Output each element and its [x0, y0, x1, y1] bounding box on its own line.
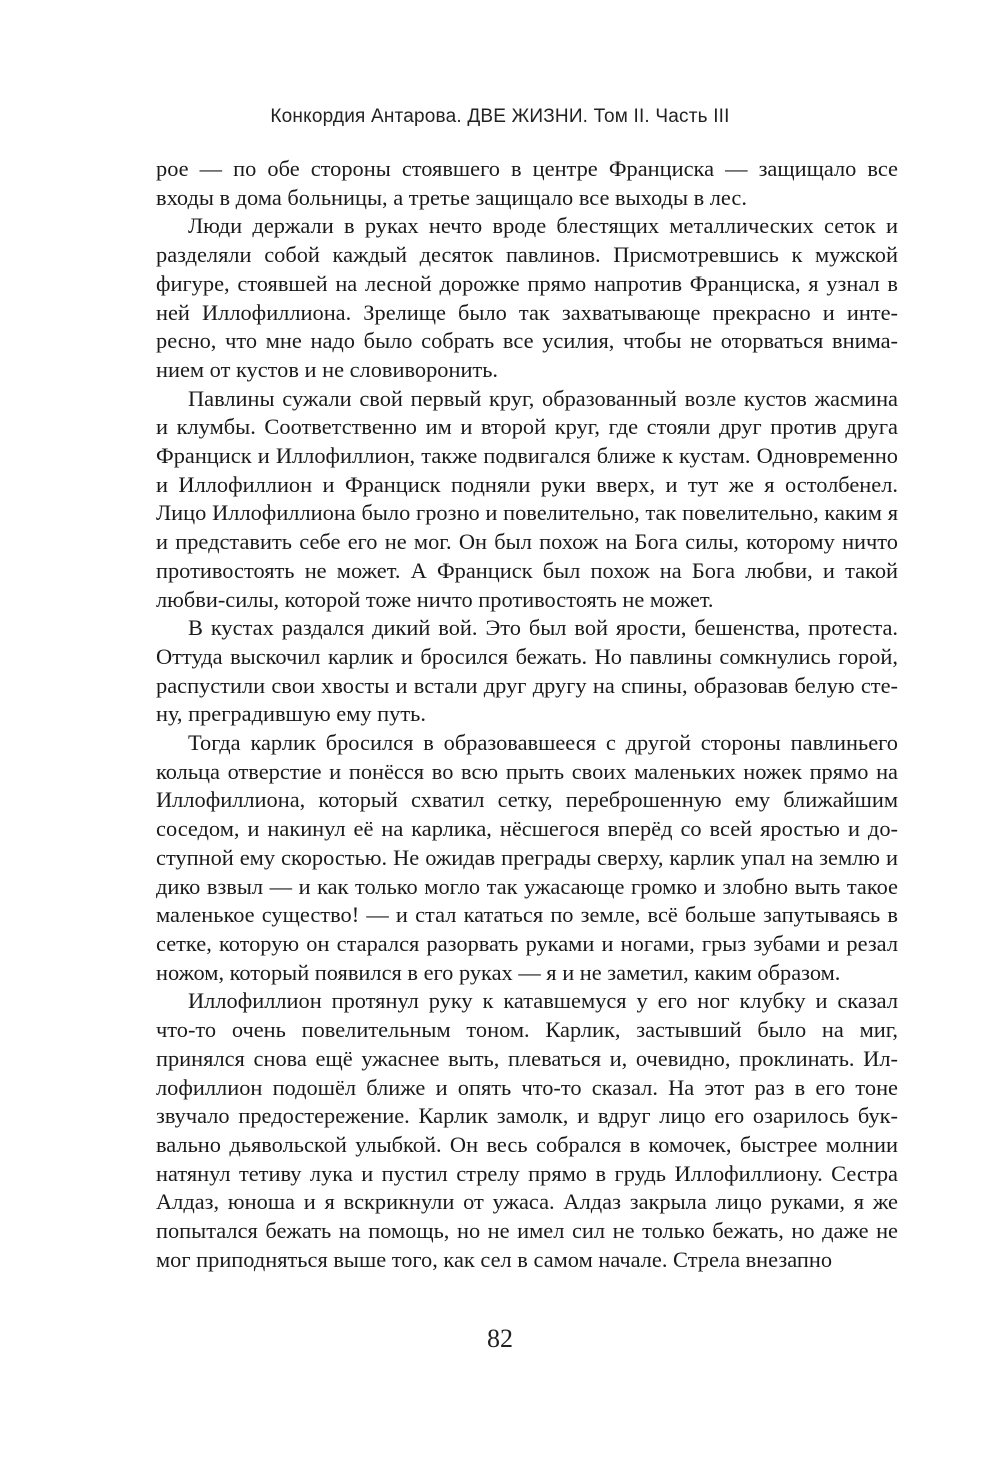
- paragraph: Павлины сужали свой первый круг, образованный возле кустов жасмина и клумбы. Соответственно им и второй круг, где стояли друг против друга Франциск и Иллофиллион, также подвигался ближе к кустам. Одновременно и Иллофиллион и Франциск подняли руки вверх, и тут же я остолбенел. Лицо Иллофиллиона было грозно и повелительно, так повелительно, каким я и представить себе его не мог. Он был похож на Бога силы, которому ничто противостоять не может. А Франциск был похож на Бога любви, и такой любви-силы, которой тоже ничто противостоять не может.: [156, 385, 898, 612]
- paragraph: рое — по обе стороны стоявшего в центре Франциска — защищало все входы в дома больницы, а третье защищало все выходы в лес.: [156, 156, 898, 210]
- paragraph: В кустах раздался дикий вой. Это был вой ярости, бешенства, протеста. Оттуда выскочил карлик и бросился бежать. Но павлины сомкнулись горой, распустили свои хвосты и встали друг другу на спины, образовав белую стену, преградившую ему путь.: [156, 615, 898, 727]
- running-header: Конкордия Антарова. ДВЕ ЖИЗНИ. Том II. Часть III: [270, 106, 730, 127]
- paragraph: Тогда карлик бросился в образовавшееся с другой стороны павлиньего кольца отверстие и понёсся во всю прыть своих маленьких ножек прямо на Иллофиллиона, который схватил сетку, переброшенную ему ближайшим соседом, и накинул её на карлика, нёсшегося вперёд со всей яростью и доступной ему скоростью. Не ожидав преграды сверху, карлик упал на землю и дико взвыл — и как только могло так ужасающе громко и злобно выть такое маленькое существо! — и стал кататься по земле, всё больше запутываясь в сетке, которую он старался разорвать руками и ногами, грыз зубами и резал ножом, который появился в его руках — я и не заметил, каким образом.: [156, 730, 898, 985]
- page-number: 82: [487, 1324, 513, 1353]
- paragraph: Иллофиллион протянул руку к катавшемуся у его ног клубку и сказал что-то очень повелительным тоном. Карлик, застывший было на миг, принялся снова ещё ужаснее выть, плеваться и, очевидно, проклинать. Иллофиллион подошёл ближе и опять что-то сказал. На этот раз в его тоне звучало предостережение. Карлик замолк, и вдруг лицо его озарилось буквально дьявольской улыбкой. Он весь собрался в комочек, быстрее молнии натянул тетиву лука и пустил стрелу прямо в грудь Иллофиллиону. Сестра Алдаз, юноша и я вскрикнули от ужаса. Алдаз закрыла лицо руками, я же попытался бежать на помощь, но не имел сил не только бежать, но даже не мог приподняться выше того, как сел в самом начале. Стрела внезапно: [156, 988, 898, 1272]
- paragraph: Люди держали в руках нечто вроде блестящих металлических сеток и разделяли собой каждый десяток павлинов. Присмотревшись к мужской фигуре, стоявшей на лесной дорожке прямо напротив Франциска, я узнал в ней Иллофиллиона. Зрелище было так захватывающе прекрасно и интересно, что мне надо было собрать все усилия, чтобы не оторваться вниманием от кустов и не словиворонить.: [156, 213, 898, 382]
- body-text: [156, 155, 898, 1274]
